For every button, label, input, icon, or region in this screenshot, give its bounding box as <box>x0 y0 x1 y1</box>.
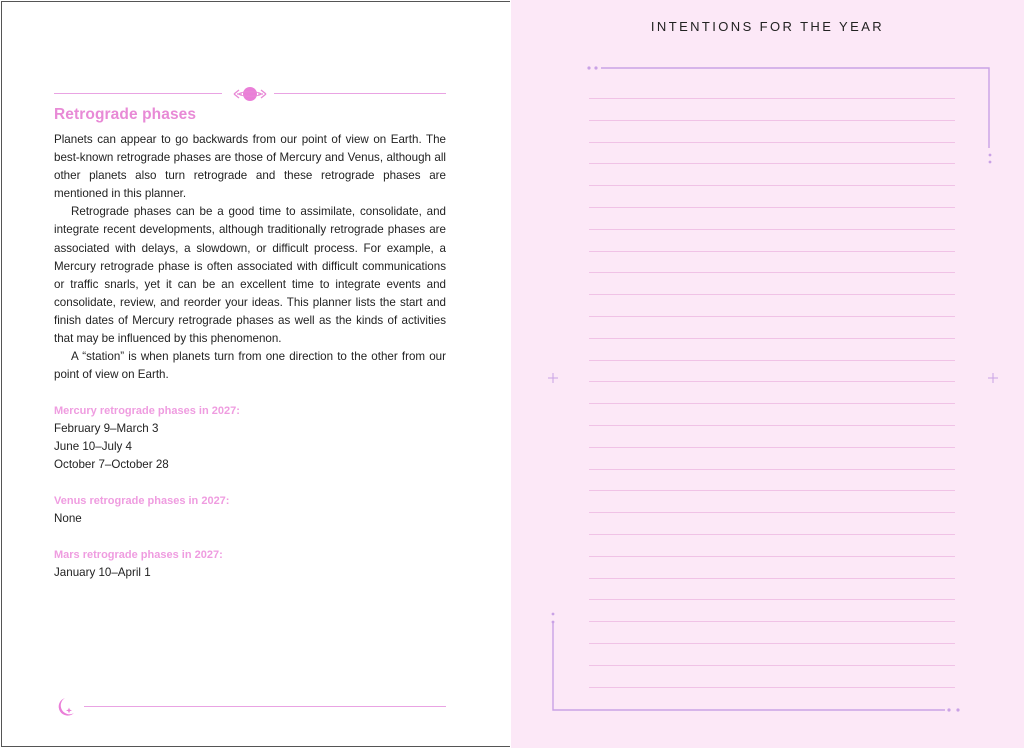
writing-line <box>589 98 955 99</box>
writing-line <box>589 534 955 535</box>
writing-line <box>589 294 955 295</box>
list-item: June 10–July 4 <box>54 440 132 454</box>
section-title: Retrograde phases <box>54 106 197 123</box>
writing-line <box>589 643 955 644</box>
ornament-rule-right <box>274 93 446 94</box>
mercury-retrograde-list <box>54 402 240 474</box>
writing-line <box>589 621 955 622</box>
planet-ornament-icon <box>232 84 268 104</box>
ornament-rule-left <box>54 93 222 94</box>
list-item: None <box>54 512 82 526</box>
venus-retrograde-list <box>54 492 229 528</box>
writing-line <box>589 272 955 273</box>
writing-line <box>589 403 955 404</box>
body-text <box>54 131 446 384</box>
writing-line <box>589 251 955 252</box>
writing-line <box>589 512 955 513</box>
journal-frame <box>511 0 1024 748</box>
list-heading: Venus retrograde phases in 2027: <box>54 495 230 507</box>
bottom-ornament <box>52 696 447 718</box>
list-heading: Mars retrograde phases in 2027: <box>54 549 223 561</box>
writing-line <box>589 229 955 230</box>
paragraph: Planets can appear to go backwards from our point of view on Earth. The best-known retrograde phases are those of Mercury and Venus, although all other planets also turn retrograde and these retrograde phases are mentioned in this planner. <box>54 133 446 201</box>
writing-line <box>589 185 955 186</box>
list-item: October 7–October 28 <box>54 458 169 472</box>
writing-line <box>589 316 955 317</box>
list-item: January 10–April 1 <box>54 566 151 580</box>
writing-line <box>589 665 955 666</box>
writing-line <box>589 381 955 382</box>
writing-line <box>589 120 955 121</box>
mars-retrograde-list <box>54 546 223 582</box>
paragraph: Retrograde phases can be a good time to assimilate, consolidate, and integrate recent developments, although traditionally retrograde phases are associated with delays, a slowdown, or difficult process. For example, a Mercury retrograde phase is often associated with difficult communications or traffic snarls, yet it can be an excellent time to integrate events and consolidate, review, and reorder your ideas. This planner lists the start and finish dates of Mercury retrograde phases as well as the kinds of activities that may be influenced by this phenomenon. <box>54 205 446 346</box>
writing-line <box>589 578 955 579</box>
ornament-rule <box>84 706 446 707</box>
writing-line <box>589 142 955 143</box>
list-heading: Mercury retrograde phases in 2027: <box>54 405 240 417</box>
writing-line <box>589 469 955 470</box>
top-ornament <box>54 84 446 104</box>
paragraph: A “station” is when planets turn from one direction to the other from our point of view on Earth. <box>54 350 446 382</box>
writing-line <box>589 163 955 164</box>
writing-line <box>589 207 955 208</box>
page-title: INTENTIONS FOR THE YEAR <box>650 19 885 34</box>
writing-line <box>589 687 955 688</box>
writing-line <box>589 490 955 491</box>
writing-line <box>589 425 955 426</box>
writing-line <box>589 447 955 448</box>
crescent-moon-icon <box>52 696 78 718</box>
writing-line <box>589 338 955 339</box>
writing-line <box>589 556 955 557</box>
writing-line <box>589 599 955 600</box>
writing-line <box>589 360 955 361</box>
list-item: February 9–March 3 <box>54 422 159 436</box>
